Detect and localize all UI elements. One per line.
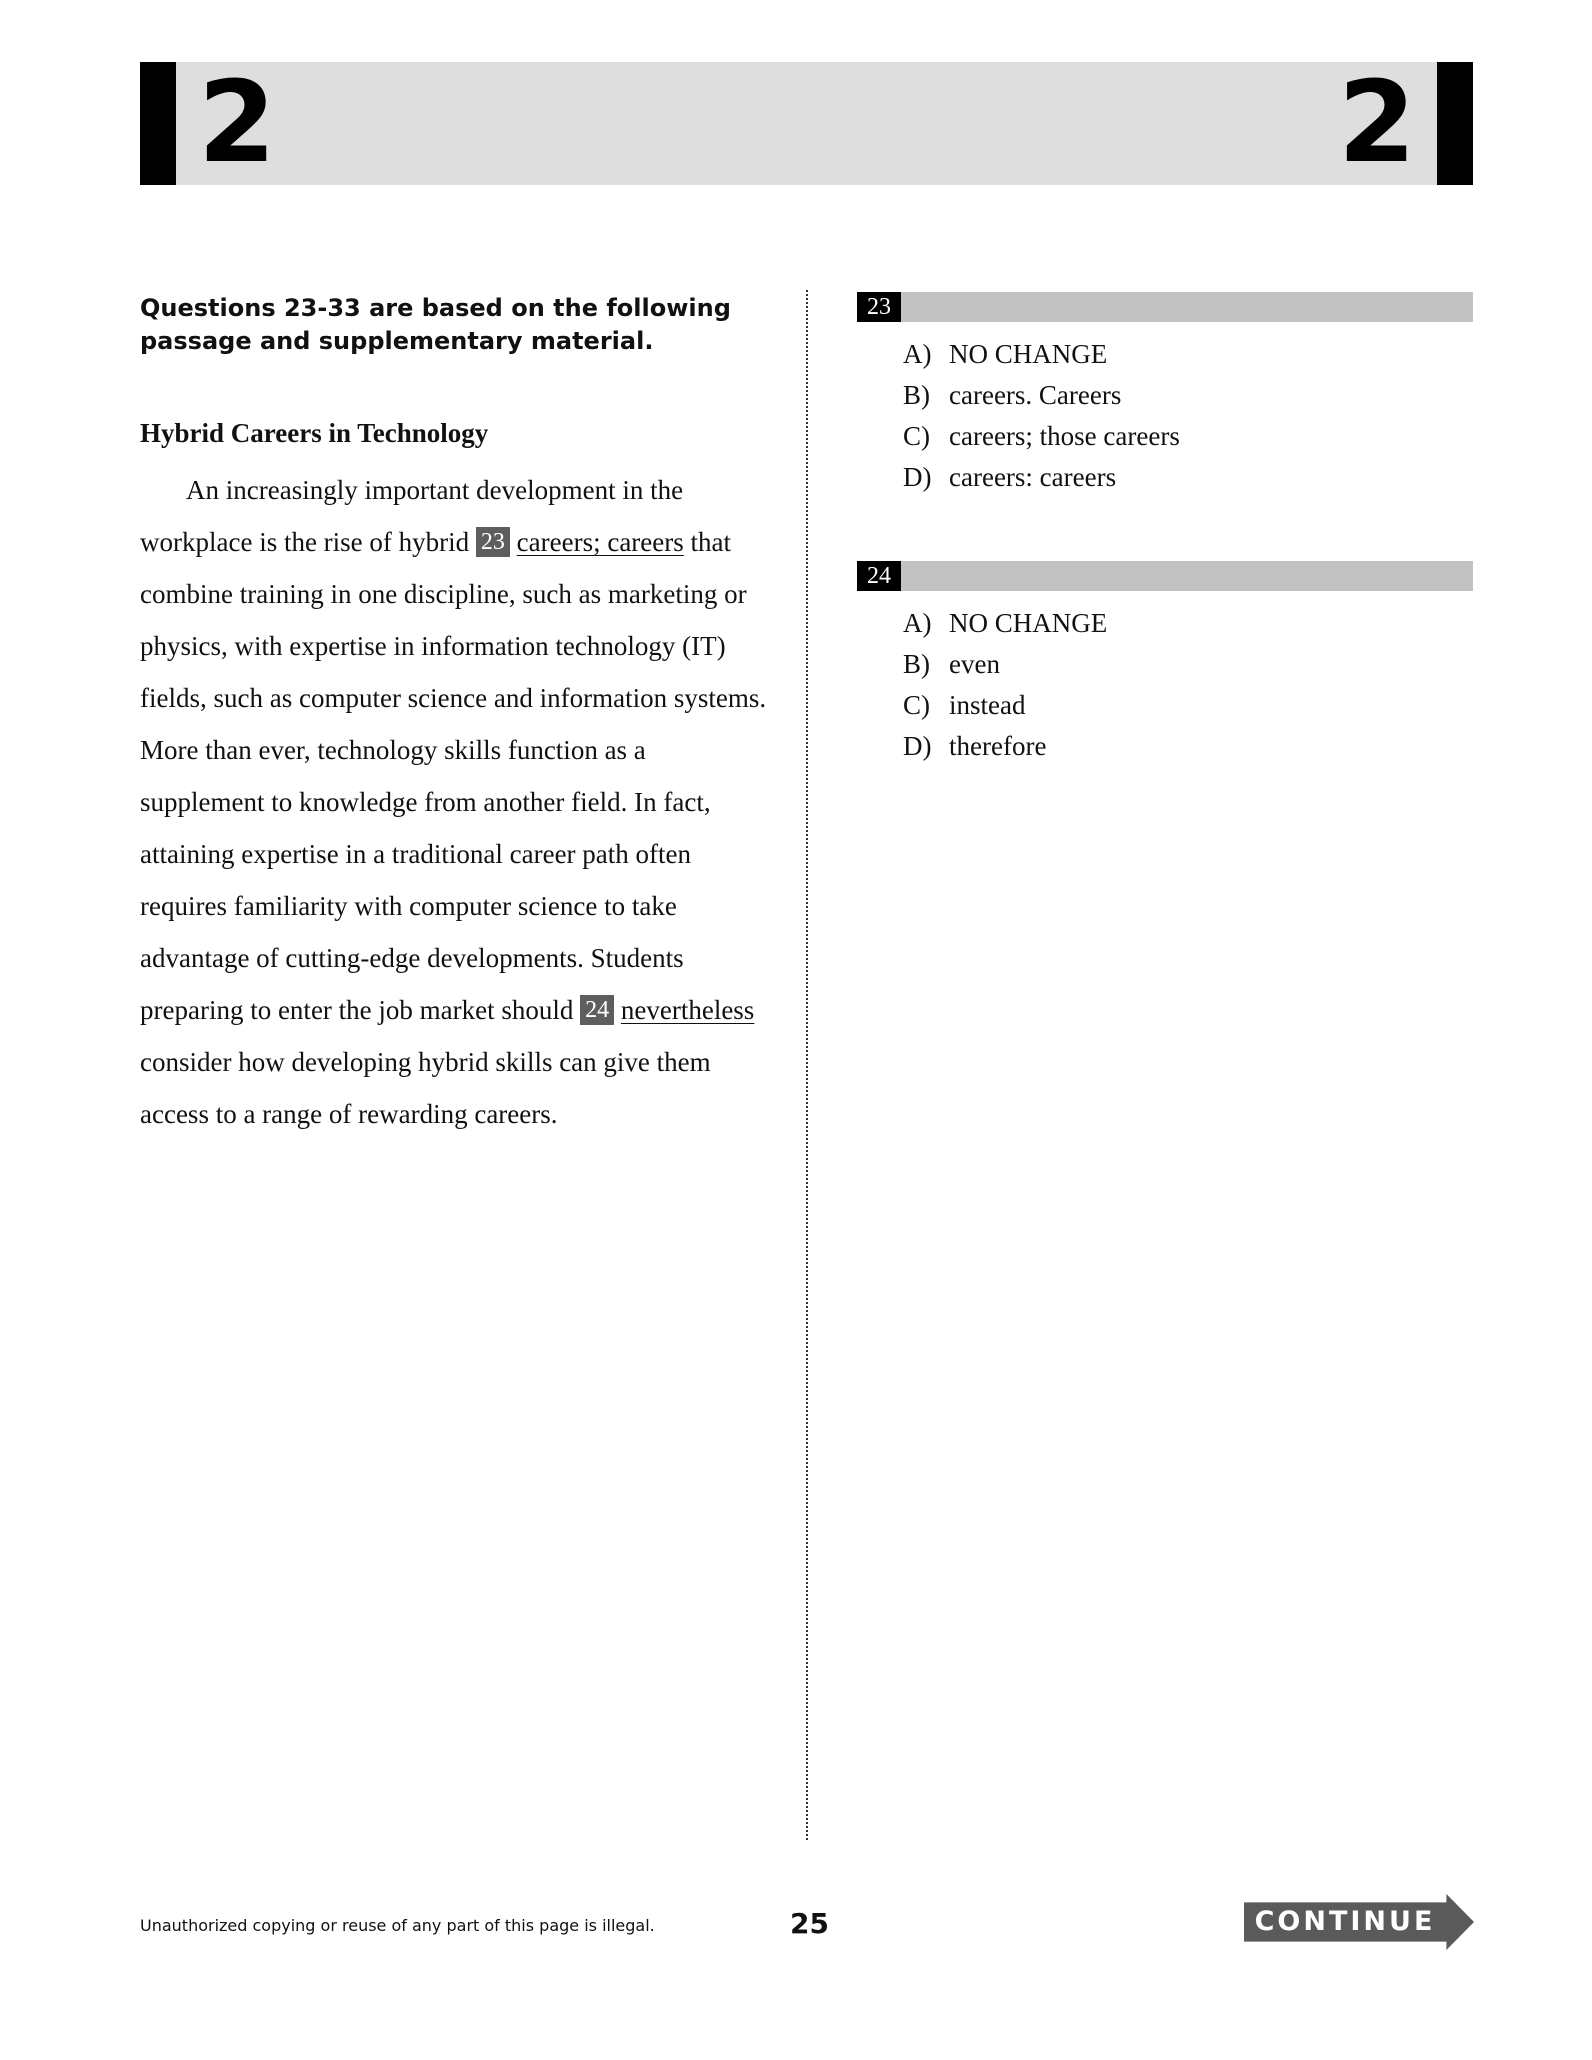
choice-letter: C) — [903, 421, 930, 451]
passage-body — [140, 464, 780, 1140]
question-number: 23 — [857, 292, 901, 322]
choice-text: NO CHANGE — [949, 608, 1108, 638]
passage-line: More than ever, technology skills function as a — [140, 735, 646, 765]
question-marker-23[interactable]: 23 — [476, 527, 510, 557]
answer-choice-a[interactable] — [857, 334, 1473, 375]
choice-letter: D) — [903, 462, 932, 492]
passage-line: An increasingly important development in the — [186, 475, 684, 505]
passage-text: that — [690, 527, 732, 557]
answer-choice-d[interactable] — [857, 726, 1473, 767]
passage-line: attaining expertise in a traditional career path often — [140, 839, 692, 869]
choice-letter: B) — [903, 649, 930, 679]
passage-title: Hybrid Careers in Technology — [140, 418, 489, 448]
choice-text: therefore — [949, 731, 1047, 761]
answer-choice-a[interactable] — [857, 603, 1473, 644]
choice-text: careers: careers — [949, 462, 1117, 492]
underlined-phrase-23[interactable]: careers; careers — [516, 527, 684, 557]
answer-choice-c[interactable] — [857, 416, 1473, 457]
section-header-left-block — [140, 62, 176, 185]
answer-choices — [857, 334, 1473, 498]
choice-text: even — [949, 649, 1000, 679]
page-number: 25 — [790, 1907, 829, 1940]
question-bar — [857, 561, 1473, 591]
question-bar — [857, 292, 1473, 322]
passage-text: workplace is the rise of hybrid — [140, 527, 470, 557]
passage-line: fields, such as computer science and information systems. — [140, 683, 767, 713]
passage-intro: Questions 23-33 are based on the following passage and supplementary material. — [140, 294, 731, 355]
passage-line: requires familiarity with computer science to take — [140, 891, 677, 921]
choice-text: instead — [949, 690, 1026, 720]
choice-text: NO CHANGE — [949, 339, 1108, 369]
section-number-right: 2 — [1338, 58, 1416, 188]
answer-choice-b[interactable] — [857, 644, 1473, 685]
question-marker-24[interactable]: 24 — [580, 995, 614, 1025]
choice-letter: B) — [903, 380, 930, 410]
choice-text: careers. Careers — [949, 380, 1122, 410]
answer-choice-b[interactable] — [857, 375, 1473, 416]
choice-letter: C) — [903, 690, 930, 720]
column-divider — [806, 290, 808, 1840]
passage-line: physics, with expertise in information technology (IT) — [140, 631, 726, 661]
section-header-bar — [140, 62, 1473, 185]
passage-line: advantage of cutting-edge developments. Students — [140, 943, 684, 973]
choice-letter: D) — [903, 731, 932, 761]
section-number-left: 2 — [198, 58, 276, 188]
question-24 — [857, 561, 1473, 767]
answer-choices — [857, 603, 1473, 767]
underlined-phrase-24[interactable]: nevertheless — [620, 995, 755, 1025]
continue-label: CONTINUE — [1254, 1906, 1436, 1937]
passage-line: combine training in one discipline, such as marketing or — [140, 579, 747, 609]
passage-line: access to a range of rewarding careers. — [140, 1099, 558, 1129]
answer-choice-c[interactable] — [857, 685, 1473, 726]
question-23 — [857, 292, 1473, 498]
choice-text: careers; those careers — [949, 421, 1180, 451]
choice-letter: A) — [903, 608, 932, 638]
passage-line — [140, 984, 780, 1036]
passage-line: consider how developing hybrid skills can give them — [140, 1047, 711, 1077]
passage-line — [140, 516, 780, 568]
choice-letter: A) — [903, 339, 932, 369]
copyright-notice: Unauthorized copying or reuse of any part of this page is illegal. — [140, 1916, 655, 1935]
section-header-right-block — [1437, 62, 1473, 185]
answer-choice-d[interactable] — [857, 457, 1473, 498]
continue-button[interactable] — [1244, 1894, 1474, 1950]
passage-line: supplement to knowledge from another field. In fact, — [140, 787, 711, 817]
passage-text: preparing to enter the job market should — [140, 995, 574, 1025]
question-number: 24 — [857, 561, 901, 591]
